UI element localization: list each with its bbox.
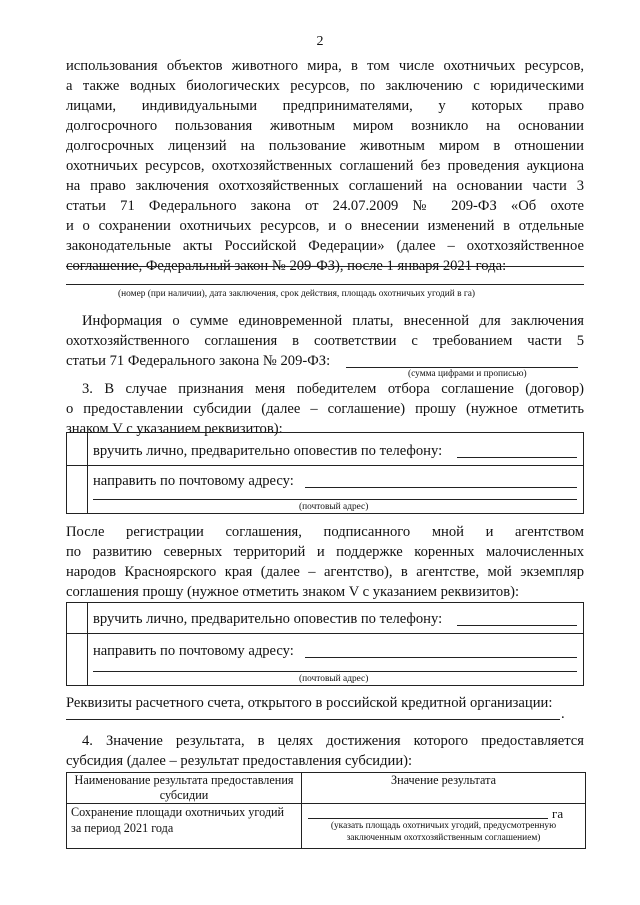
bank-details-label: Реквизиты расчетного счета, открытого в российской кредитной организации: [66,695,553,711]
result-name-cell: Сохранение площади охотничьих угодий за период 2021 года [67,804,302,849]
option-personal-label: вручить лично, предварительно оповестив по телефону: [93,611,443,627]
checkbox-mail[interactable] [66,464,86,514]
checkbox-personal[interactable] [66,602,86,632]
text-line: охотничьих ресурсов, охотхозяйственных соглашений без проведения аукциона [66,158,584,174]
agreement-fill-line-1[interactable] [66,266,584,267]
table-row [67,804,586,849]
address-fill-line-2[interactable] [93,499,577,500]
area-fill-line[interactable] [308,818,548,819]
result-table [66,772,586,849]
area-caption: (указать площадь охотничьих угодий, предусмотренную заключенным охотхозяйственным соглашением) [330,821,557,843]
checkbox-personal[interactable] [66,432,86,464]
text-line: законодательные акты Российской Федерации» (далее – охотхозяйственное [66,238,584,254]
text-line: лицами, индивидуальными предпринимателями, у которых право [66,98,584,114]
text-line: долгосрочных лицензий на пользование животным миром в отношении [66,138,584,154]
address-fill-line-2[interactable] [93,671,577,672]
page-number: 2 [316,34,324,49]
text-line: статьи 71 Федерального закона от 24.07.2009 № 209-ФЗ «Об охоте [66,198,584,214]
bank-details-end: . [561,706,565,722]
text-line: 3. В случае признания меня победителем отбора соглашение (договор) [82,381,584,397]
copy-delivery-options [66,602,584,686]
text-line: долгосрочного пользования животным миром возникло на основании [66,118,584,134]
bank-details-fill-line[interactable] [66,719,560,720]
agreement-delivery-options [66,432,584,514]
postal-caption: (почтовый адрес) [299,502,369,512]
header-result-value: Значение результата [302,773,586,804]
text-line: народов Красноярского края (далее – агентство), в агентстве, мой экземпляр [66,564,584,580]
text-line: о предоставлении субсидии (далее – соглашение) прошу (нужное отметить [66,401,584,417]
unit-label: га [552,806,564,821]
text-line: соглашение, Федеральный закон № 209-ФЗ), после 1 января 2021 года: [66,258,507,274]
phone-fill-line[interactable] [457,625,577,626]
result-value-cell[interactable] [302,804,586,849]
phone-fill-line[interactable] [457,457,577,458]
text-line: знаком V с указанием реквизитов): [66,421,283,437]
text-line: и о сохранении охотничьих ресурсов, и о внесении изменений в отдельные [66,218,584,234]
text-line: 4. Значение результата, в целях достижения которого предоставляется [82,733,584,749]
option-mail-label: направить по почтовому адресу: [93,473,294,489]
agreement-caption: (номер (при наличии), дата заключения, срок действия, площадь охотничьих угодий в га) [118,289,476,299]
postal-caption: (почтовый адрес) [299,674,369,684]
address-fill-line[interactable] [305,657,577,658]
text-line: на право заключения охотхозяйственных соглашений на основании части 3 [66,178,584,194]
text-line: охотхозяйственного соглашения в соответствии с требованием части 5 [66,333,584,349]
agreement-fill-line-2[interactable] [66,284,584,285]
text-line: соглашения прошу (нужное отметить знаком V с указанием реквизитов): [66,584,520,600]
option-mail-label: направить по почтовому адресу: [93,643,294,659]
text-line: После регистрации соглашения, подписанного мной и агентством [66,524,584,540]
address-fill-line[interactable] [305,487,577,488]
option-personal-label: вручить лично, предварительно оповестив по телефону: [93,443,443,459]
sum-caption: (сумма цифрами и прописью) [408,369,527,379]
text-line: использования объектов животного мира, в том числе охотничьих ресурсов, [66,58,584,74]
checkbox-mail[interactable] [66,632,86,686]
text-line: Информация о сумме единовременной платы, внесенной для заключения [82,313,584,329]
header-result-name: Наименование результата предоставления субсидии [67,773,302,804]
text-line: субсидия (далее – результат предоставления субсидии): [66,753,413,769]
text-line: а также водных биологических ресурсов, по заключению с юридическими [66,78,584,94]
text-line: статьи 71 Федерального закона № 209-ФЗ: [66,353,331,369]
table-header-row [67,773,586,804]
text-line: по развитию северных территорий и поддержке коренных малочисленных [66,544,584,560]
